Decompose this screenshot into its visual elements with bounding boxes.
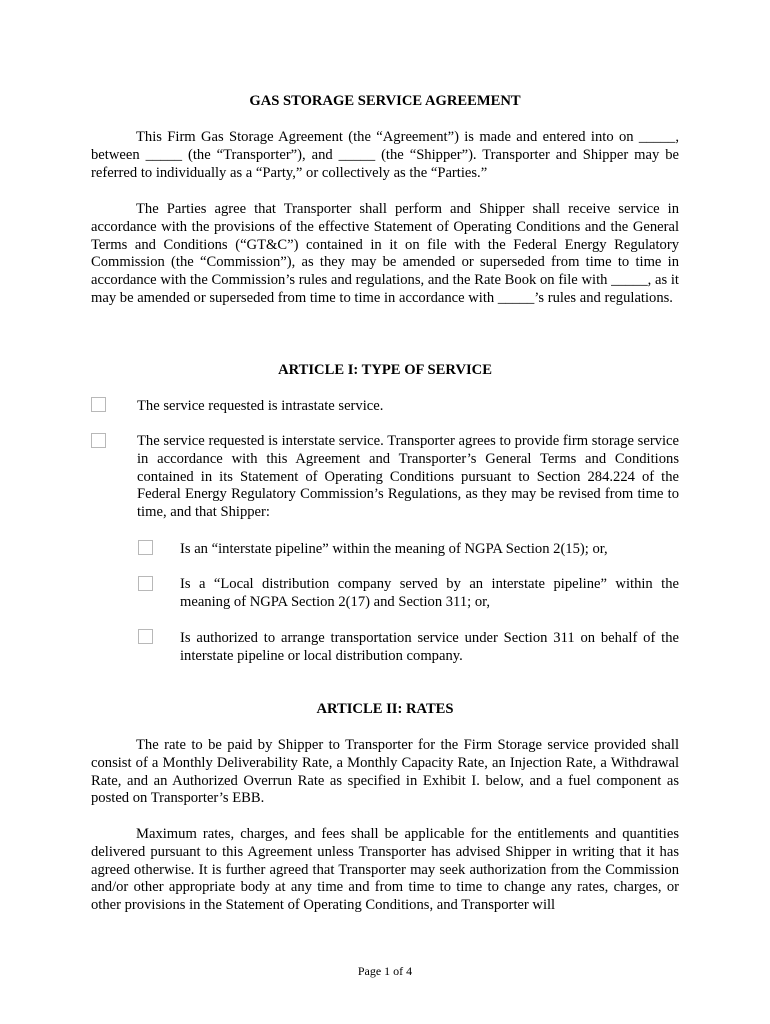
intrastate-option-text: The service requested is intrastate service.: [137, 398, 384, 414]
local-distribution-checkbox[interactable]: [138, 576, 153, 591]
intro-paragraph-1: This Firm Gas Storage Agreement (the “Agreement”) is made and entered into on _____, between _____ (the “Transporter”), and _____ (the “Shipper”). Transporter and Shipper may be referred to individually as a “Party,” or collectively as the “Parties.”: [91, 129, 679, 181]
local-distribution-option-text: Is a “Local distribution company served by an interstate pipeline” within the meaning of NGPA Section 2(17) and Section 311; or,: [180, 576, 679, 610]
section-311-checkbox[interactable]: [138, 629, 153, 644]
interstate-pipeline-option-text: Is an “interstate pipeline” within the meaning of NGPA Section 2(15); or,: [180, 541, 608, 557]
document-page: [91, 0, 679, 1024]
page-number-footer: Page 1 of 4: [357, 964, 413, 978]
rates-paragraph-1: The rate to be paid by Shipper to Transporter for the Firm Storage service provided shall consist of a Monthly Deliverability Rate, a Monthly Capacity Rate, an Injection Rate, a Withdrawal Rate, and an Authorized Overrun Rate as specified in Exhibit I. below, and a fuel component as posted on Transporter’s EBB.: [91, 737, 679, 807]
interstate-option-text: The service requested is interstate service. Transporter agrees to provide firm storage service in accordance with this Agreement and Transporter’s General Terms and Conditions contained in its Statement of Operating Conditions pursuant to Section 284.224 of the Federal Energy Regulatory Commission’s Regulations, as they may be revised from time to time, and that Shipper:: [137, 433, 679, 521]
article-2-heading: ARTICLE II: RATES: [316, 701, 454, 717]
interstate-checkbox[interactable]: [91, 433, 106, 448]
section-311-option-text: Is authorized to arrange transportation service under Section 311 on behalf of the interstate pipeline or local distribution company.: [180, 630, 679, 664]
intro-paragraph-2: The Parties agree that Transporter shall perform and Shipper shall receive service in accordance with the provisions of the effective Statement of Operating Conditions and the General Terms and Conditions (“GT&C”) contained in it on file with the Federal Energy Regulatory Commission (the “Commission”), as they may be amended or superseded from time to time in accordance with the Commission’s rules and regulations, and the Rate Book on file with _____, as it may be amended or superseded from time to time in accordance with _____’s rules and regulations.: [91, 201, 679, 306]
interstate-pipeline-checkbox[interactable]: [138, 540, 153, 555]
intrastate-checkbox[interactable]: [91, 397, 106, 412]
rates-paragraph-2: Maximum rates, charges, and fees shall be applicable for the entitlements and quantities delivered pursuant to this Agreement unless Transporter has advised Shipper in writing that it has agreed otherwise. It is further agreed that Transporter may seek authorization from the Commission and/or other appropriate body at any time and from time to time to change any rates, charges, or other provisions in the Statement of Operating Conditions, and Transporter will: [91, 826, 679, 914]
document-title: GAS STORAGE SERVICE AGREEMENT: [249, 93, 521, 109]
article-1-heading: ARTICLE I: TYPE OF SERVICE: [278, 362, 492, 378]
